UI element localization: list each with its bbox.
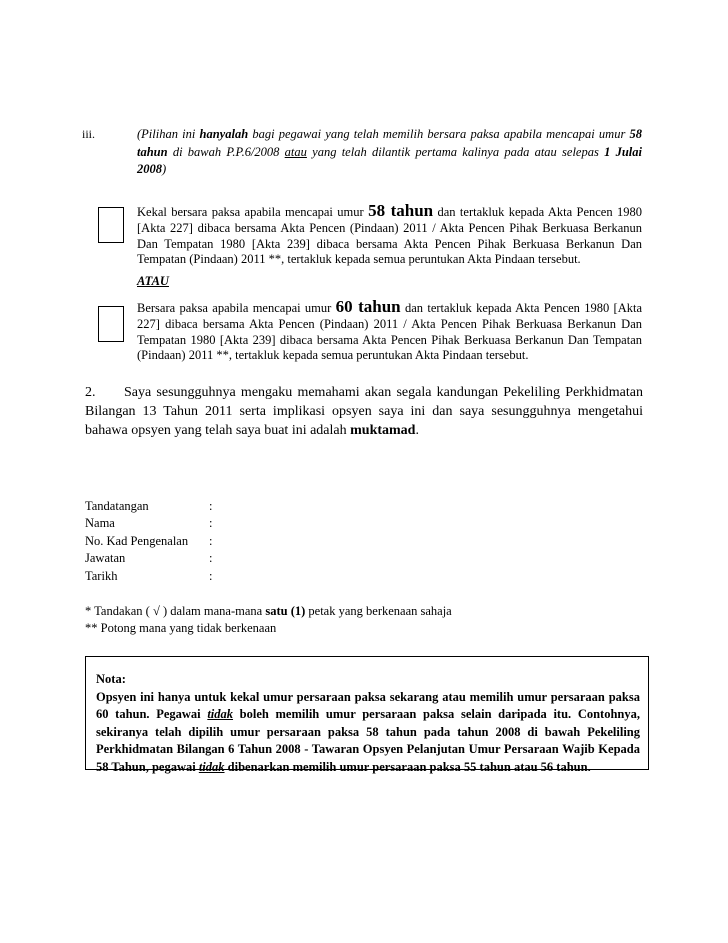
name-row: Nama : — [85, 516, 213, 531]
footnote-1: * Tandakan ( √ ) dalam mana-mana satu (1) petak yang berkenaan sahaja — [85, 604, 452, 618]
signature-block — [85, 498, 212, 585]
note-text: Opsyen ini hanya untuk kekal umur persaraan paksa sekarang atau memilih umur persaraan paksa 60 tahun. Pegawai tidak boleh memilih umur persaraan paksa selain daripada itu. Contohnya, sekiranya telah dipilih umur persaraan paksa 58 tahun pada tahun 2008 di bawah Pekeliling Perkhidmatan Bilangan 6 Tahun 2008 - Tawaran Opsyen Pelanjutan Umur Persaraan Wajib Kepada 58 Tahun, pegawai tidak dibenarkan memilih umur persaraan paksa 55 tahun atau 56 tahun. — [96, 689, 641, 774]
option-58-checkbox[interactable] — [98, 207, 124, 243]
option-60-text: Bersara paksa apabila mencapai umur 60 tahun dan tertakluk kepada Akta Pencen 1980 [Akta 227] dibaca bersama Akta Pencen (Pindaan) 2011 / Akta Pencen Pihak Berkuasa Berkanun Dan Tempatan 1980 [Akta 239] dibaca bersama Akta Pencen Pihak Berkuasa Berkanun Dan Tempatan (Pindaan) 2011 **, tertakluk kepada semua peruntukan Akta Pindaan tersebut. — [137, 297, 642, 363]
date-row: Tarikh : — [85, 568, 213, 583]
atau-label: ATAU — [137, 274, 169, 288]
ic-number-row: No. Kad Pengenalan : — [85, 533, 213, 548]
footnote-2: ** Potong mana yang tidak berkenaan — [85, 621, 277, 635]
note-box — [85, 656, 649, 774]
signature-row: Tandatangan : — [85, 499, 213, 513]
position-row: Jawatan : — [85, 551, 213, 566]
section-intro: (Pilihan ini hanyalah bagi pegawai yang telah memilih bersara paksa apabila mencapai umur 58 tahun di bawah P.P.6/2008 atau yang telah dilantik pertama kalinya pada atau selepas 1 Julai 2008) — [137, 127, 642, 176]
option-60-checkbox[interactable] — [98, 306, 124, 342]
note-title: Nota: — [96, 672, 126, 686]
option-58-text: Kekal bersara paksa apabila mencapai umur 58 tahun dan tertakluk kepada Akta Pencen 1980 [Akta 227] dibaca bersama Akta Pencen (Pindaan) 2011 / Akta Pencen Pihak Berkuasa Berkanun Dan Tempatan 1980 [Akta 239] dibaca bersama Akta Pencen Pihak Berkuasa Berkanun Dan Tempatan (Pindaan) 2011 **, tertakluk kepada semua peruntukan Akta Pindaan tersebut. — [137, 201, 642, 267]
section-number: iii. — [82, 127, 96, 141]
declaration-paragraph: 2. Saya sesungguhnya mengaku memahami akan segala kandungan Pekeliling Perkhidmatan Bilangan 13 Tahun 2011 serta implikasi opsyen saya ini dan saya sesungguhnya mengetahui bahawa opsyen yang telah saya buat ini adalah muktamad. — [85, 385, 643, 438]
